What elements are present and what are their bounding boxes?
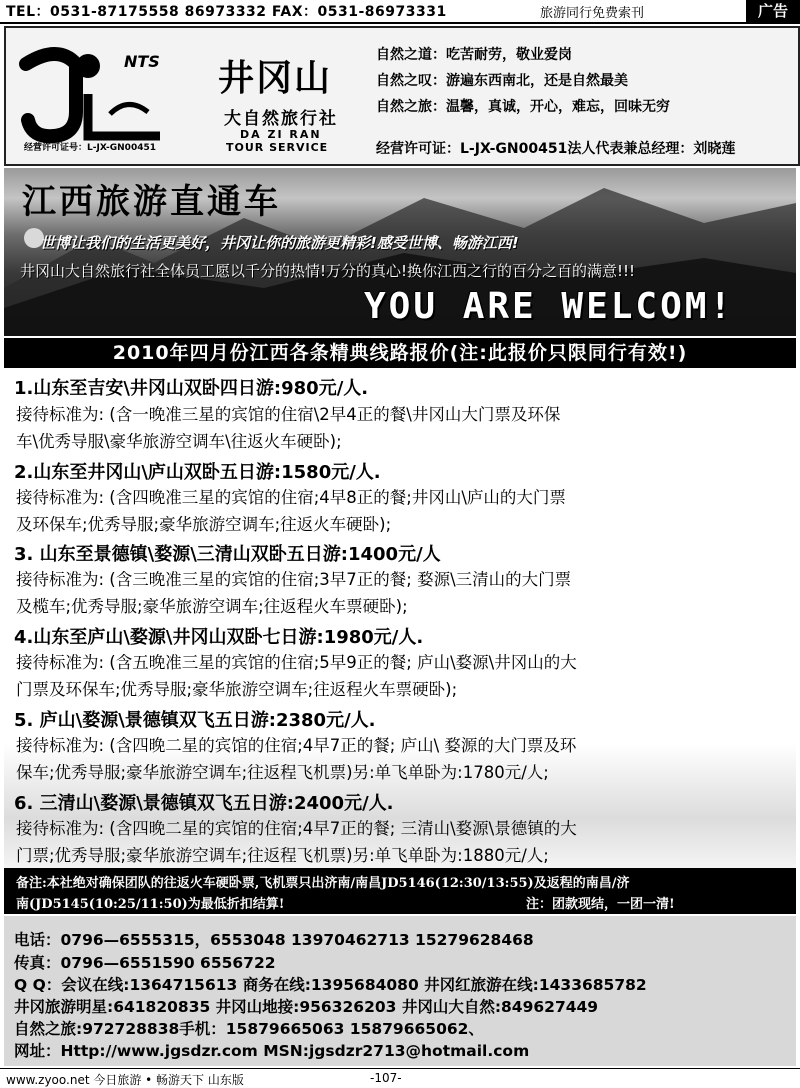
route-title-3: 3. 山东至景德镇\婺源\三清山双卧五日游:1400元/人 xyxy=(14,544,441,565)
contact-mobile: 自然之旅:972728838手机：15879665063 15879665062、 xyxy=(14,1020,484,1038)
motto-2: 自然之叹：游遍东西南北，还是自然最美 xyxy=(376,73,628,89)
contact-website[interactable]: 网址：Http://www.jgsdzr.com MSN:jgsdzr2713@hotmail.com xyxy=(14,1042,530,1060)
license-small: 经营许可证号：L-JX-GN00451 xyxy=(24,143,156,153)
route-4-line-2: 门票及环保车;优秀导服;豪华旅游空调车;往返程火车票硬卧); xyxy=(16,680,458,699)
agency-header xyxy=(4,26,800,166)
route-1-line-2: 车\优秀导服\豪华旅游空调车\往返火车硬卧); xyxy=(16,432,342,451)
page-number: -107- xyxy=(370,1071,402,1085)
note-line-2: 南(JD5145(10:25/11:50)为最低折扣结算! xyxy=(16,897,285,912)
route-3-line-2: 及榄车;优秀导服;豪华旅游空调车;往返程火车票硬卧); xyxy=(16,597,408,616)
route-3-line-1: 接待标准为: (含三晚准三星的宾馆的住宿;3早7正的餐; 婺源\三清山的大门票 xyxy=(16,570,572,589)
contact-qq-2: 井冈旅游明星:641820835 井冈山地接:956326203 井冈山大自然:849627449 xyxy=(14,998,599,1016)
route-list xyxy=(4,370,796,868)
banner-welcome-en: YOU ARE WELCOM! xyxy=(364,286,735,327)
route-2-line-2: 及环保车;优秀导服;豪华旅游空调车;往返火车硬卧); xyxy=(16,515,392,534)
logo-nts-text: NTS xyxy=(124,52,160,71)
route-2-line-1: 接待标准为: (含四晚准三星的宾馆的住宿;4早8正的餐;井冈山\庐山的大门票 xyxy=(16,488,566,507)
license-line: 经营许可证：L-JX-GN00451法人代表兼总经理：刘晓莲 xyxy=(376,141,736,157)
banner-welcome: 井冈山大自然旅行社全体员工愿以千分的热情!万分的真心!换你江西之行的百分之百的满意!!! xyxy=(20,262,636,280)
route-1-line-1: 接待标准为: (含一晚准三星的宾馆的住宿\2早4正的餐\井冈山大门票及环保 xyxy=(16,405,561,424)
note-line-1: 备注:本社绝对确保团队的往返火车硬卧票,飞机票只出济南/南昌JD5146(12:30/13:55)及返程的南昌/济 xyxy=(16,876,630,891)
brand-name-en-1: DA ZI RAN xyxy=(240,128,322,141)
route-title-2: 2.山东至井冈山\庐山双卧五日游:1580元/人. xyxy=(14,462,381,483)
route-title-6: 6. 三清山\婺源\景德镇双飞五日游:2400元/人. xyxy=(14,793,394,814)
footer-source: www.zyoo.net 今日旅游 • 畅游天下 山东版 xyxy=(6,1073,244,1087)
contact-fax: 传真：0796—6551590 6556722 xyxy=(14,954,276,972)
note-line-3: 注：团款现结，一团一清! xyxy=(526,897,675,912)
index-label: 旅游同行免费索刊 xyxy=(540,6,645,21)
contact-phone: 电话：0796—6555315，6553048 13970462713 15279628468 xyxy=(14,931,534,949)
route-6-line-2: 门票;优秀导服;豪华旅游空调车;往返程飞机票)另:单飞单卧为:1880元/人; xyxy=(16,846,549,865)
route-5-line-1: 接待标准为: (含四晚二星的宾馆的住宿;4早7正的餐; 庐山\ 婺源的大门票及环 xyxy=(16,736,577,755)
price-header: 2010年四月份江西各条精典线路报价(注:此报价只限同行有效!) xyxy=(4,338,796,368)
route-title-5: 5. 庐山\婺源\景德镇双飞五日游:2380元/人. xyxy=(14,710,376,731)
route-4-line-1: 接待标准为: (含五晚准三星的宾馆的住宿;5早9正的餐; 庐山\婺源\井冈山的大 xyxy=(16,653,577,672)
brand-name-en-2: TOUR SERVICE xyxy=(226,141,329,154)
banner-title: 江西旅游直通车 xyxy=(22,182,281,222)
note-bar xyxy=(4,868,796,914)
route-title-4: 4.山东至庐山\婺源\井冈山双卧七日游:1980元/人. xyxy=(14,627,424,648)
ad-tag: 广告 xyxy=(746,0,800,22)
route-5-line-2: 保车;优秀导服;豪华旅游空调车;往返程飞机票)另:单飞单卧为:1780元/人; xyxy=(16,763,549,782)
contact-block xyxy=(4,916,796,1066)
footer xyxy=(0,1068,800,1087)
motto-1: 自然之道：吃苦耐劳，敬业爱岗 xyxy=(376,47,572,63)
route-title-1: 1.山东至吉安\井冈山双卧四日游:980元/人. xyxy=(14,378,369,399)
banner xyxy=(4,168,796,336)
brand-name-cn: 井冈山 xyxy=(218,57,333,99)
top-bar xyxy=(0,0,800,24)
banner-slogan: 世博让我们的生活更美好，井冈让你的旅游更精彩!感受世博、畅游江西! xyxy=(40,234,519,252)
route-6-line-1: 接待标准为: (含四晚二星的宾馆的住宿;4早7正的餐; 三清山\婺源\景德镇的大 xyxy=(16,819,577,838)
motto-3: 自然之旅：温馨，真诚，开心，难忘，回味无穷 xyxy=(376,99,670,115)
contact-qq-1: Q Q：会议在线:1364715613 商务在线:1395684080 井冈红旅游在线:1433685782 xyxy=(14,976,647,994)
brand-subname-cn: 大自然旅行社 xyxy=(224,109,338,129)
top-contact: TEL：0531-87175558 86973332 FAX：0531-86973331 xyxy=(6,4,447,20)
